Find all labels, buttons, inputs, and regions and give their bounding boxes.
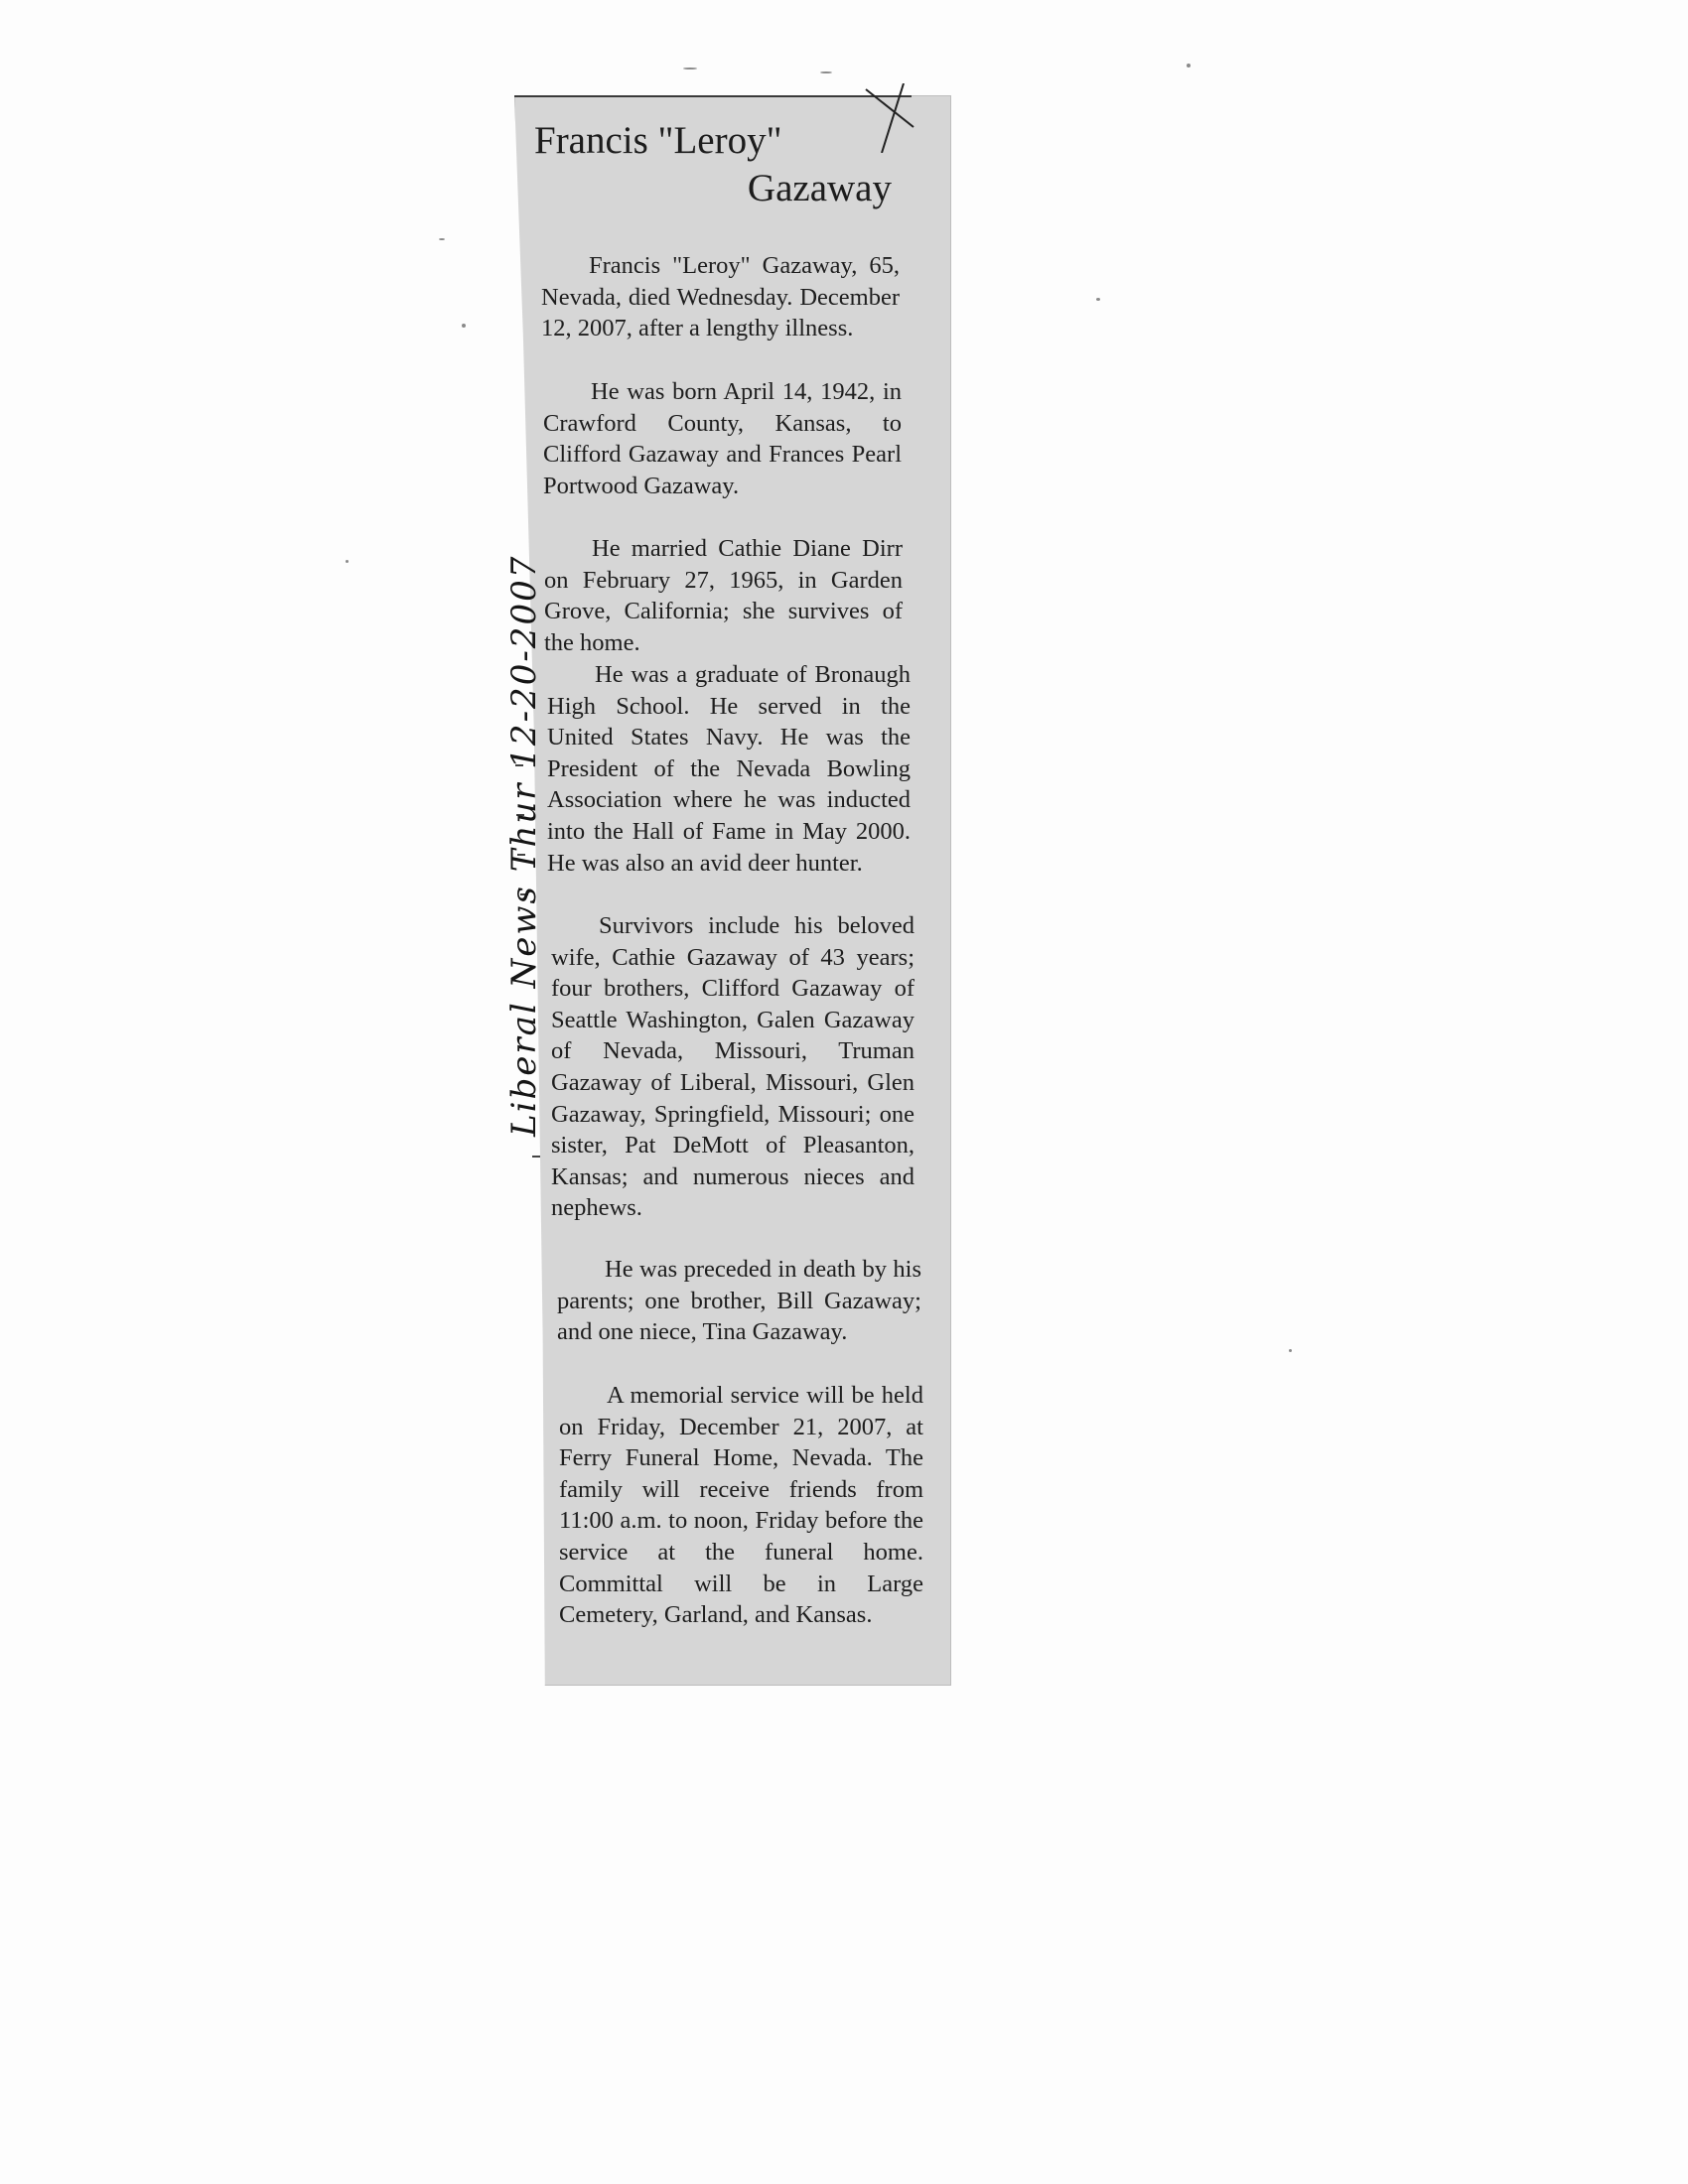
scan-speck <box>1187 64 1191 68</box>
headline-line-1: Francis "Leroy" <box>534 119 782 162</box>
scan-speck <box>1289 1349 1292 1352</box>
obituary-paragraph: He married Cathie Diane Dirr on February 27, 1965, in Garden Grove, California; she survives of the home. <box>544 535 903 656</box>
obituary-headline <box>534 117 892 212</box>
headline-line-2: Gazaway <box>747 167 892 209</box>
obituary-paragraph: He was a graduate of Bronaugh High School. He served in the United States Navy. He was the President of the Nevada Bowling Association where he was inducted into the Hall of Fame in May 2000. He was also an avid deer hunter. <box>547 661 911 877</box>
scan-speck <box>462 324 466 328</box>
scan-speck <box>683 68 697 69</box>
scan-speck <box>1096 298 1100 301</box>
scan-speck <box>820 71 832 73</box>
obituary-paragraph: He was preceded in death by his parents; one brother, Bill Gazaway; and one niece, Tina Gazaway. <box>557 1256 921 1346</box>
obituary-paragraph: A memorial service will be held on Friday, December 21, 2007, at Ferry Funeral Home, Nevada. The family will receive friends from 11:00 a.m. to noon, Friday before the service at the funeral home. Committal will be in Large Cemetery, Garland, and Kansas. <box>559 1382 923 1629</box>
obituary-paragraph: Francis "Leroy" Gazaway, 65, Nevada, died Wednesday. December 12, 2007, after a lengthy illness. <box>541 252 900 342</box>
scan-speck <box>439 238 445 240</box>
scan-speck <box>346 560 349 563</box>
handwritten-date-note: Liberal News Thur 12-20-2007 <box>504 554 544 1137</box>
obituary-paragraph: Survivors include his beloved wife, Cathie Gazaway of 43 years; four brothers, Clifford Gazaway of Seattle Washington, Galen Gazaway of Nevada, Missouri, Truman Gazaway of Liberal, Missouri, Glen Gazaway, Springfield, Missouri; one sister, Pat DeMott of Pleasanton, Kansas; and numerous nieces and nephews. <box>551 912 914 1222</box>
clipping-top-edge <box>514 95 912 97</box>
obituary-paragraph: He was born April 14, 1942, in Crawford County, Kansas, to Clifford Gazaway and Frances Pearl Portwood Gazaway. <box>543 378 902 499</box>
